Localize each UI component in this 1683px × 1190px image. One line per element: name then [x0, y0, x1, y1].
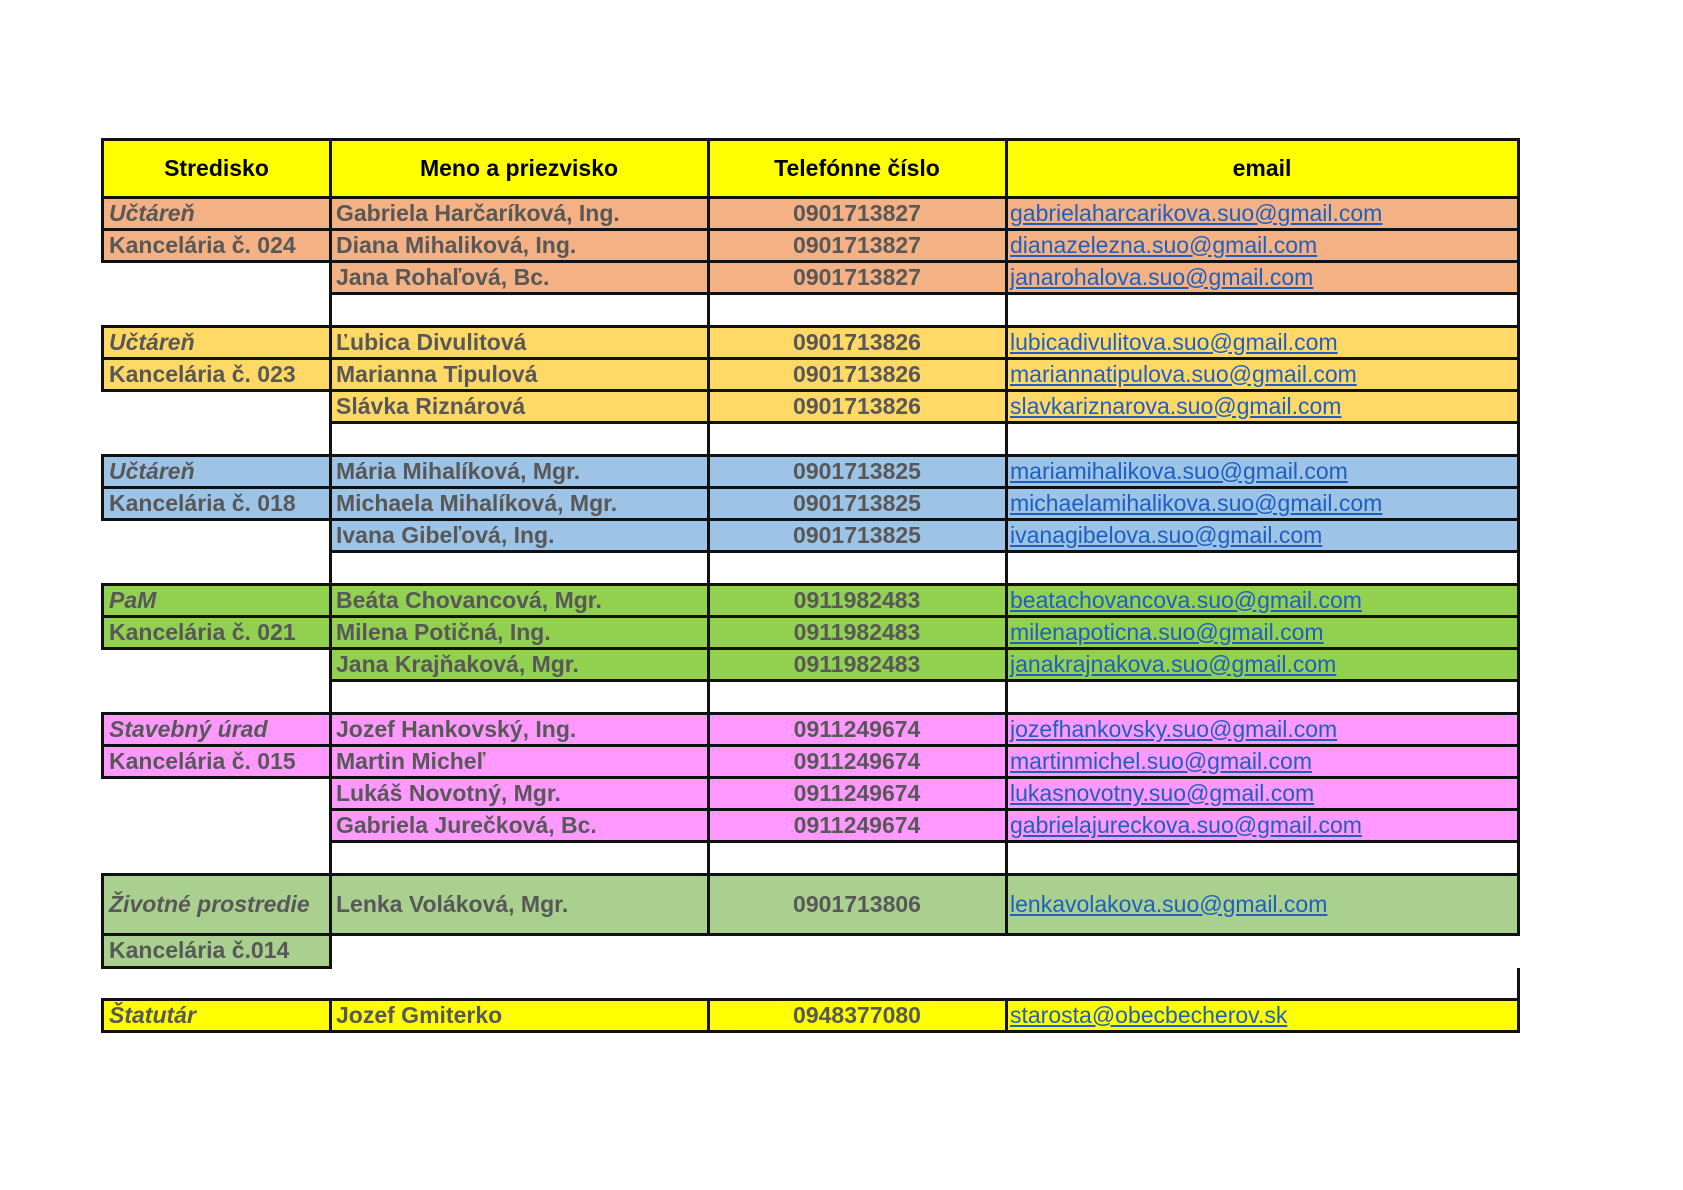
person-email-link[interactable]: lenkavolakova.suo@gmail.com — [1006, 874, 1518, 934]
person-email-link[interactable]: starosta@obecbecherov.sk — [1006, 999, 1518, 1031]
person-name: Gabriela Jurečková, Bc. — [330, 809, 708, 841]
grid-line — [329, 550, 1520, 553]
person-email-link[interactable]: dianazelezna.suo@gmail.com — [1006, 229, 1518, 261]
person-email-link[interactable]: janarohalova.suo@gmail.com — [1006, 261, 1518, 293]
grid-line — [1005, 998, 1008, 1033]
person-name: Lukáš Novotný, Mgr. — [330, 777, 708, 809]
person-phone: 0901713826 — [708, 358, 1006, 390]
person-phone: 0901713806 — [708, 874, 1006, 934]
grid-line — [101, 998, 104, 1033]
person-name: Jana Krajňaková, Mgr. — [330, 648, 708, 680]
grid-line — [329, 292, 1520, 295]
stredisko-label: Učtáreň — [103, 197, 330, 229]
kancelaria-label: Kancelária č. 015 — [103, 745, 330, 777]
grid-line — [101, 933, 1520, 936]
grid-line — [101, 1030, 1520, 1033]
person-phone: 0911982483 — [708, 616, 1006, 648]
person-phone: 0901713827 — [708, 197, 1006, 229]
person-name: Mária Mihalíková, Mgr. — [330, 455, 708, 487]
grid-line — [101, 454, 1520, 457]
person-email-link[interactable]: ivanagibelova.suo@gmail.com — [1006, 519, 1518, 551]
person-name: Jozef Hankovský, Ing. — [330, 713, 708, 745]
grid-line — [101, 138, 1520, 141]
grid-line — [329, 421, 1520, 424]
kancelaria-label: Kancelária č. 024 — [103, 229, 330, 261]
grid-line — [101, 712, 104, 779]
person-phone: 0901713825 — [708, 519, 1006, 551]
grid-line — [1517, 138, 1520, 935]
kancelaria-label: Kancelária č. 023 — [103, 358, 330, 390]
person-name: Milena Potičná, Ing. — [330, 616, 708, 648]
grid-line — [101, 776, 1520, 779]
person-name: Martin Micheľ — [330, 745, 708, 777]
grid-line — [101, 454, 104, 521]
person-phone: 0911249674 — [708, 777, 1006, 809]
grid-line — [101, 196, 104, 263]
grid-line — [101, 357, 1520, 360]
person-email-link[interactable]: milenapoticna.suo@gmail.com — [1006, 616, 1518, 648]
grid-line — [329, 138, 332, 935]
person-phone: 0911982483 — [708, 584, 1006, 616]
stredisko-label: PaM — [103, 584, 330, 616]
person-name: Beáta Chovancová, Mgr. — [330, 584, 708, 616]
grid-line — [101, 873, 1520, 876]
person-name: Gabriela Harčaríková, Ing. — [330, 197, 708, 229]
grid-line — [707, 138, 710, 935]
person-name: Slávka Riznárová — [330, 390, 708, 422]
person-email-link[interactable]: mariamihalikova.suo@gmail.com — [1006, 455, 1518, 487]
stredisko-label: Stavebný úrad — [103, 713, 330, 745]
grid-line — [101, 260, 1520, 263]
person-email-link[interactable]: janakrajnakova.suo@gmail.com — [1006, 648, 1518, 680]
person-phone: 0911249674 — [708, 745, 1006, 777]
person-phone: 0901713827 — [708, 261, 1006, 293]
person-phone: 0901713827 — [708, 229, 1006, 261]
grid-line — [101, 712, 1520, 715]
header-meno: Meno a priezvisko — [330, 140, 708, 197]
person-phone: 0911982483 — [708, 648, 1006, 680]
person-name: Ivana Gibeľová, Ing. — [330, 519, 708, 551]
grid-line — [101, 647, 1520, 650]
stredisko-label: Učtáreň — [103, 326, 330, 358]
person-name: Marianna Tipulová — [330, 358, 708, 390]
grid-line — [1005, 138, 1008, 935]
grid-line — [707, 998, 710, 1033]
person-phone: 0901713826 — [708, 390, 1006, 422]
grid-line — [329, 998, 332, 1033]
person-email-link[interactable]: michaelamihalikova.suo@gmail.com — [1006, 487, 1518, 519]
grid-line — [101, 196, 1520, 199]
person-name: Jozef Gmiterko — [330, 999, 708, 1031]
person-phone: 0901713825 — [708, 455, 1006, 487]
kancelaria-label: Kancelária č. 021 — [103, 616, 330, 648]
kancelaria-label: Kancelária č. 018 — [103, 487, 330, 519]
kancelaria-label: Kancelária č.014 — [103, 934, 330, 967]
grid-line — [101, 389, 1520, 392]
person-email-link[interactable]: martinmichel.suo@gmail.com — [1006, 745, 1518, 777]
header-telefon: Telefónne číslo — [708, 140, 1006, 197]
person-phone: 0901713826 — [708, 326, 1006, 358]
person-name: Jana Rohaľová, Bc. — [330, 261, 708, 293]
person-phone: 0911249674 — [708, 809, 1006, 841]
person-name: Diana Mihaliková, Ing. — [330, 229, 708, 261]
person-phone: 0901713825 — [708, 487, 1006, 519]
grid-line — [101, 873, 104, 969]
grid-line — [101, 583, 1520, 586]
person-email-link[interactable]: mariannatipulova.suo@gmail.com — [1006, 358, 1518, 390]
stredisko-label: Štatutár — [103, 999, 330, 1031]
header-stredisko: Stredisko — [103, 140, 330, 197]
grid-line — [329, 933, 332, 969]
header-email: email — [1006, 140, 1518, 197]
grid-line — [101, 615, 1520, 618]
grid-line — [329, 679, 1520, 682]
grid-line — [101, 998, 1520, 1001]
grid-line — [1517, 968, 1520, 1033]
person-name: Lenka Voláková, Mgr. — [330, 874, 708, 934]
grid-line — [101, 325, 104, 392]
person-email-link[interactable]: lubicadivulitova.suo@gmail.com — [1006, 326, 1518, 358]
person-email-link[interactable]: gabrielajureckova.suo@gmail.com — [1006, 809, 1518, 841]
grid-line — [101, 744, 1520, 747]
grid-line — [101, 228, 1520, 231]
grid-line — [101, 486, 1520, 489]
grid-line — [101, 325, 1520, 328]
grid-line — [101, 138, 104, 199]
grid-line — [329, 840, 1520, 843]
person-name: Ľubica Divulitová — [330, 326, 708, 358]
stredisko-label: Učtáreň — [103, 455, 330, 487]
person-email-link[interactable]: lukasnovotny.suo@gmail.com — [1006, 777, 1518, 809]
grid-line — [329, 808, 1520, 811]
person-email-link[interactable]: gabrielaharcarikova.suo@gmail.com — [1006, 197, 1518, 229]
person-phone: 0911249674 — [708, 713, 1006, 745]
grid-line — [101, 518, 1520, 521]
person-email-link[interactable]: jozefhankovsky.suo@gmail.com — [1006, 713, 1518, 745]
person-email-link[interactable]: slavkariznarova.suo@gmail.com — [1006, 390, 1518, 422]
grid-line — [101, 966, 332, 969]
person-phone: 0948377080 — [708, 999, 1006, 1031]
grid-line — [101, 583, 104, 650]
person-name: Michaela Mihalíková, Mgr. — [330, 487, 708, 519]
person-email-link[interactable]: beatachovancova.suo@gmail.com — [1006, 584, 1518, 616]
stredisko-label: Životné prostredie — [103, 874, 330, 934]
